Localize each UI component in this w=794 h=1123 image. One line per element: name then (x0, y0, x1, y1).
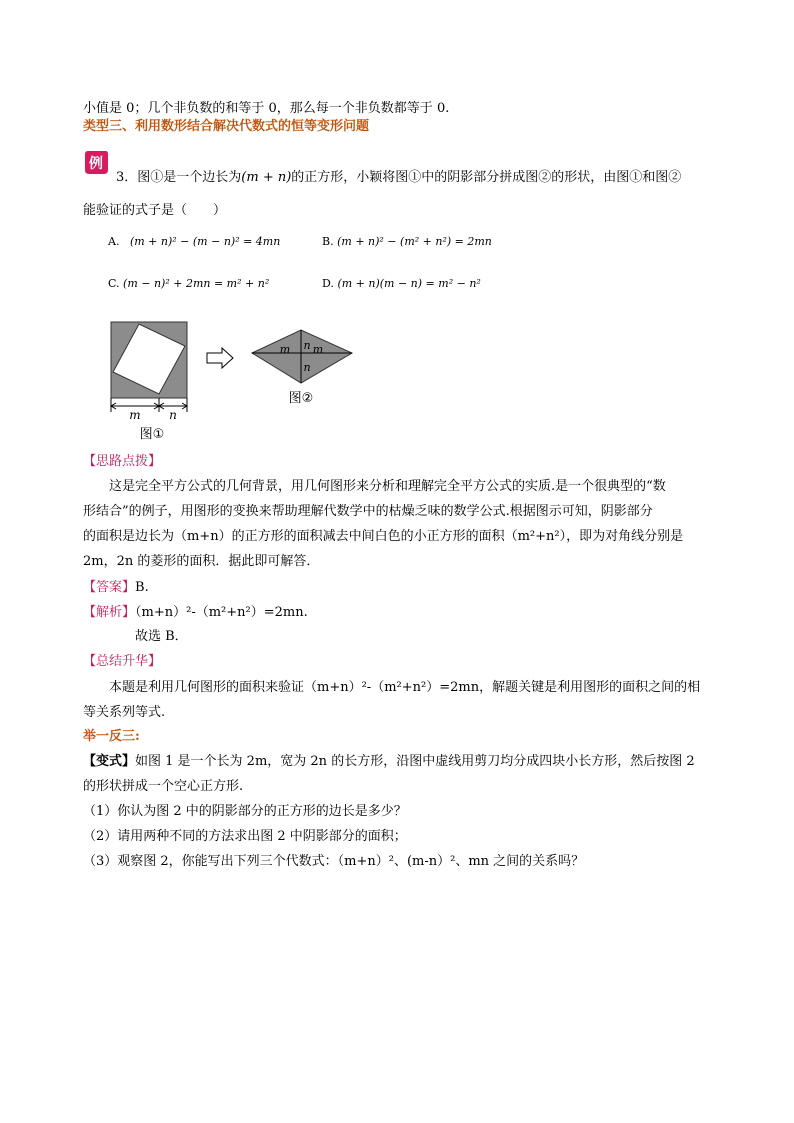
option-d: D. (m + n)(m − n) = m² − n² (322, 277, 481, 290)
analysis-title: 【解析】 (83, 605, 136, 620)
hint-line-3: 的面积是边长为（m+n）的正方形的面积减去中间白色的小正方形的面积（m²+n²），即为对角线分别是 (83, 529, 684, 544)
variant-line-1: 【变式】如图 1 是一个长为 2m，宽为 2n 的长方形，沿图中虚线用剪刀均分成四块小长方形，然后按图 2 (83, 754, 695, 769)
question-expr: (m + n) (241, 170, 292, 185)
summary-line-1: 本题是利用几何图形的面积来验证（m+n）²-（m²+n²）=2mn，解题关键是利用图形的面积之间的相 (109, 680, 701, 695)
answer-row (83, 577, 149, 599)
analysis-text: （m+n）²-（m²+n²）=2mn. (135, 605, 308, 620)
fig1-caption: 图① (139, 427, 165, 442)
question-1: （1）你认为图 2 中的阴影部分的正方形的边长是多少？ (83, 804, 407, 819)
hint-line-2: 形结合”的例子，用图形的变换来帮助理解代数学中的枯燥乏味的数学公式.根据图示可知，阴影部分 (83, 504, 653, 519)
figure-2 (250, 322, 354, 407)
fig2-label-n2: n (303, 361, 311, 374)
arrow-right-icon (205, 346, 235, 370)
question-3: （3）观察图 2，你能写出下列三个代数式：（m+n）²、(m-n）²、mn 之间的关系吗？ (83, 854, 585, 869)
fig1-label-n: n (169, 408, 177, 422)
summary-line-2: 等关系列等式. (83, 705, 166, 720)
hint-title: 【思路点拨】 (83, 454, 162, 469)
example-badge-icon (83, 150, 109, 176)
fig2-label-n1: n (303, 339, 311, 352)
option-a: A. (m + n)² − (m − n)² = 4mn (108, 235, 281, 248)
answer-title: 【答案】 (83, 580, 136, 595)
section-heading: 类型三、利用数形结合解决代数式的恒等变形问题 (83, 119, 370, 134)
fig2-label-m1: m (279, 343, 291, 356)
intro-line: 小值是 0；几个非负数的和等于 0，那么每一个非负数都等于 0. (83, 101, 450, 116)
analysis-conclusion: 故选 B． (135, 629, 188, 644)
option-b: B. (m + n)² − (m² + n²) = 2mn (322, 235, 492, 248)
question-line-2: 能验证的式子是（ ） (83, 203, 227, 218)
question-2: （2）请用两种不同的方法求出图 2 中阴影部分的面积； (83, 829, 407, 844)
variant-line-2: 的形状拼成一个空心正方形. (83, 779, 244, 794)
summary-title: 【总结升华】 (83, 654, 162, 669)
fig1-label-m: m (129, 408, 141, 422)
variant-title: 【变式】 (83, 754, 136, 769)
fig2-caption: 图② (288, 391, 314, 406)
hint-line-1: 这是完全平方公式的几何背景，用几何图形来分析和理解完全平方公式的实质.是一个很典型的“数 (109, 479, 666, 494)
answer-text: B. (135, 580, 149, 595)
question-line-1: 3．图①是一个边长为(m + n)的正方形，小颖将图①中的阴影部分拼成图②的形状，由图①和图② (116, 170, 682, 185)
fig2-label-m2: m (312, 343, 324, 356)
option-c: C. (m − n)² + 2mn = m² + n² (108, 277, 270, 290)
figure-1 (108, 320, 198, 445)
followup-heading: 举一反三: (83, 729, 140, 744)
analysis-row (83, 602, 308, 624)
badge-char: 例 (89, 156, 103, 172)
hint-line-4: 2m，2n 的菱形的面积．据此即可解答． (83, 554, 320, 569)
